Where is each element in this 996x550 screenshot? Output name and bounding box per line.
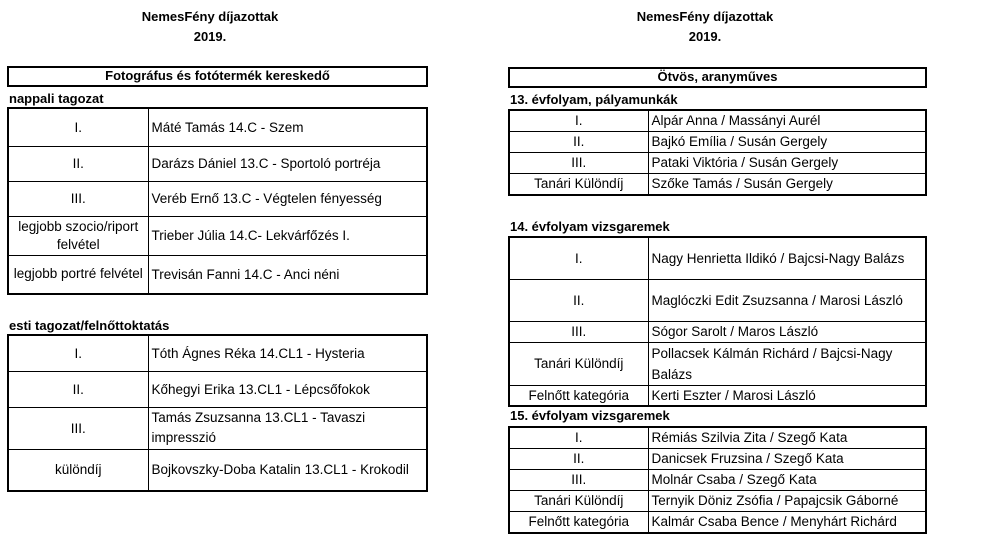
winner-cell: Veréb Ernő 13.C - Végtelen fényesség bbox=[148, 181, 427, 216]
rank-cell: legjobb szocio/riport felvétel bbox=[8, 216, 148, 255]
table-row bbox=[509, 132, 926, 153]
table-row bbox=[509, 110, 926, 132]
winner-cell: Trevisán Fanni 14.C - Anci néni bbox=[148, 255, 427, 294]
right-title-line1: NemesFény díjazottak bbox=[636, 9, 774, 24]
rank-cell: II. bbox=[509, 132, 648, 153]
table-row bbox=[509, 279, 926, 321]
table-row bbox=[509, 153, 926, 174]
rank-cell: különdíj bbox=[8, 449, 148, 491]
table-row bbox=[8, 407, 427, 449]
left-title-line2: 2019. bbox=[193, 29, 227, 44]
right-section3-table bbox=[508, 426, 927, 534]
rank-cell: II. bbox=[8, 371, 148, 407]
winner-cell: Ternyik Döniz Zsófia / Papajcsik Gáborné bbox=[648, 491, 926, 512]
rank-cell: III. bbox=[509, 470, 648, 491]
table-row bbox=[8, 449, 427, 491]
rank-cell: Tanári Különdíj bbox=[509, 491, 648, 512]
winner-cell: Danicsek Fruzsina / Szegő Kata bbox=[648, 449, 926, 470]
table-row bbox=[509, 342, 926, 385]
rank-cell: II. bbox=[8, 146, 148, 181]
right-section1-label: 13. évfolyam, pályamunkák bbox=[510, 92, 678, 107]
right-title bbox=[605, 7, 805, 47]
table-row bbox=[509, 491, 926, 512]
winner-cell: Pollacsek Kálmán Richárd / Bajcsi-Nagy Balázs bbox=[648, 342, 926, 385]
right-header: Ötvös, aranyműves bbox=[508, 67, 927, 88]
rank-cell: Tanári Különdíj bbox=[509, 342, 648, 385]
rank-cell: I. bbox=[509, 427, 648, 449]
winner-cell: Darázs Dániel 13.C - Sportoló portréja bbox=[148, 146, 427, 181]
table-row bbox=[8, 371, 427, 407]
winner-cell: Kerti Eszter / Marosi László bbox=[648, 385, 926, 406]
right-section2-table bbox=[508, 236, 927, 407]
rank-cell: I. bbox=[509, 237, 648, 279]
table-row bbox=[8, 335, 427, 371]
right-section1-table bbox=[508, 109, 927, 196]
winner-cell: Szőke Tamás / Susán Gergely bbox=[648, 174, 926, 196]
table-row bbox=[8, 216, 427, 255]
winner-cell: Tóth Ágnes Réka 14.CL1 - Hysteria bbox=[148, 335, 427, 371]
table-row bbox=[509, 385, 926, 406]
winner-cell: Kalmár Csaba Bence / Menyhárt Richárd bbox=[648, 512, 926, 534]
table-row bbox=[8, 146, 427, 181]
table-row bbox=[509, 427, 926, 449]
table-row bbox=[8, 255, 427, 294]
left-title bbox=[110, 7, 310, 47]
table-row bbox=[509, 237, 926, 279]
right-section2-label: 14. évfolyam vizsgaremek bbox=[510, 219, 670, 234]
table-row bbox=[509, 512, 926, 534]
table-row bbox=[8, 181, 427, 216]
winner-cell: Rémiás Szilvia Zita / Szegő Kata bbox=[648, 427, 926, 449]
rank-cell: I. bbox=[509, 110, 648, 132]
right-section3-label: 15. évfolyam vizsgaremek bbox=[510, 408, 670, 423]
rank-cell: Tanári Különdíj bbox=[509, 174, 648, 196]
rank-cell: III. bbox=[8, 181, 148, 216]
table-row bbox=[8, 108, 427, 146]
rank-cell: II. bbox=[509, 449, 648, 470]
left-header: Fotográfus és fotótermék kereskedő bbox=[7, 66, 428, 87]
left-title-line1: NemesFény díjazottak bbox=[141, 9, 279, 24]
right-title-line2: 2019. bbox=[688, 29, 722, 44]
rank-cell: III. bbox=[8, 407, 148, 449]
rank-cell: III. bbox=[509, 321, 648, 342]
winner-cell: Maglóczki Edit Zsuzsanna / Marosi László bbox=[648, 279, 926, 321]
rank-cell: I. bbox=[8, 335, 148, 371]
left-section2-label: esti tagozat/felnőttoktatás bbox=[9, 318, 170, 333]
table-row bbox=[509, 174, 926, 196]
rank-cell: Felnőtt kategória bbox=[509, 512, 648, 534]
winner-cell: Bojkovszky-Doba Katalin 13.CL1 - Krokodil bbox=[148, 449, 427, 491]
table-row bbox=[509, 321, 926, 342]
winner-cell: Trieber Júlia 14.C- Lekvárfőzés I. bbox=[148, 216, 427, 255]
left-section1-label: nappali tagozat bbox=[9, 91, 104, 106]
winner-cell: Nagy Henrietta Ildikó / Bajcsi-Nagy Balázs bbox=[648, 237, 926, 279]
winner-cell: Alpár Anna / Massányi Aurél bbox=[648, 110, 926, 132]
table-row bbox=[509, 449, 926, 470]
winner-cell: Molnár Csaba / Szegő Kata bbox=[648, 470, 926, 491]
rank-cell: Felnőtt kategória bbox=[509, 385, 648, 406]
winner-cell: Sógor Sarolt / Maros László bbox=[648, 321, 926, 342]
rank-cell: legjobb portré felvétel bbox=[8, 255, 148, 294]
rank-cell: III. bbox=[509, 153, 648, 174]
winner-cell: Bajkó Emília / Susán Gergely bbox=[648, 132, 926, 153]
left-section1-table bbox=[7, 107, 428, 295]
winner-cell: Tamás Zsuzsanna 13.CL1 - Tavaszi impresszió bbox=[148, 407, 427, 449]
winner-cell: Kőhegyi Erika 13.CL1 - Lépcsőfokok bbox=[148, 371, 427, 407]
rank-cell: II. bbox=[509, 279, 648, 321]
left-section2-table bbox=[7, 334, 428, 492]
winner-cell: Pataki Viktória / Susán Gergely bbox=[648, 153, 926, 174]
rank-cell: I. bbox=[8, 108, 148, 146]
table-row bbox=[509, 470, 926, 491]
winner-cell: Máté Tamás 14.C - Szem bbox=[148, 108, 427, 146]
